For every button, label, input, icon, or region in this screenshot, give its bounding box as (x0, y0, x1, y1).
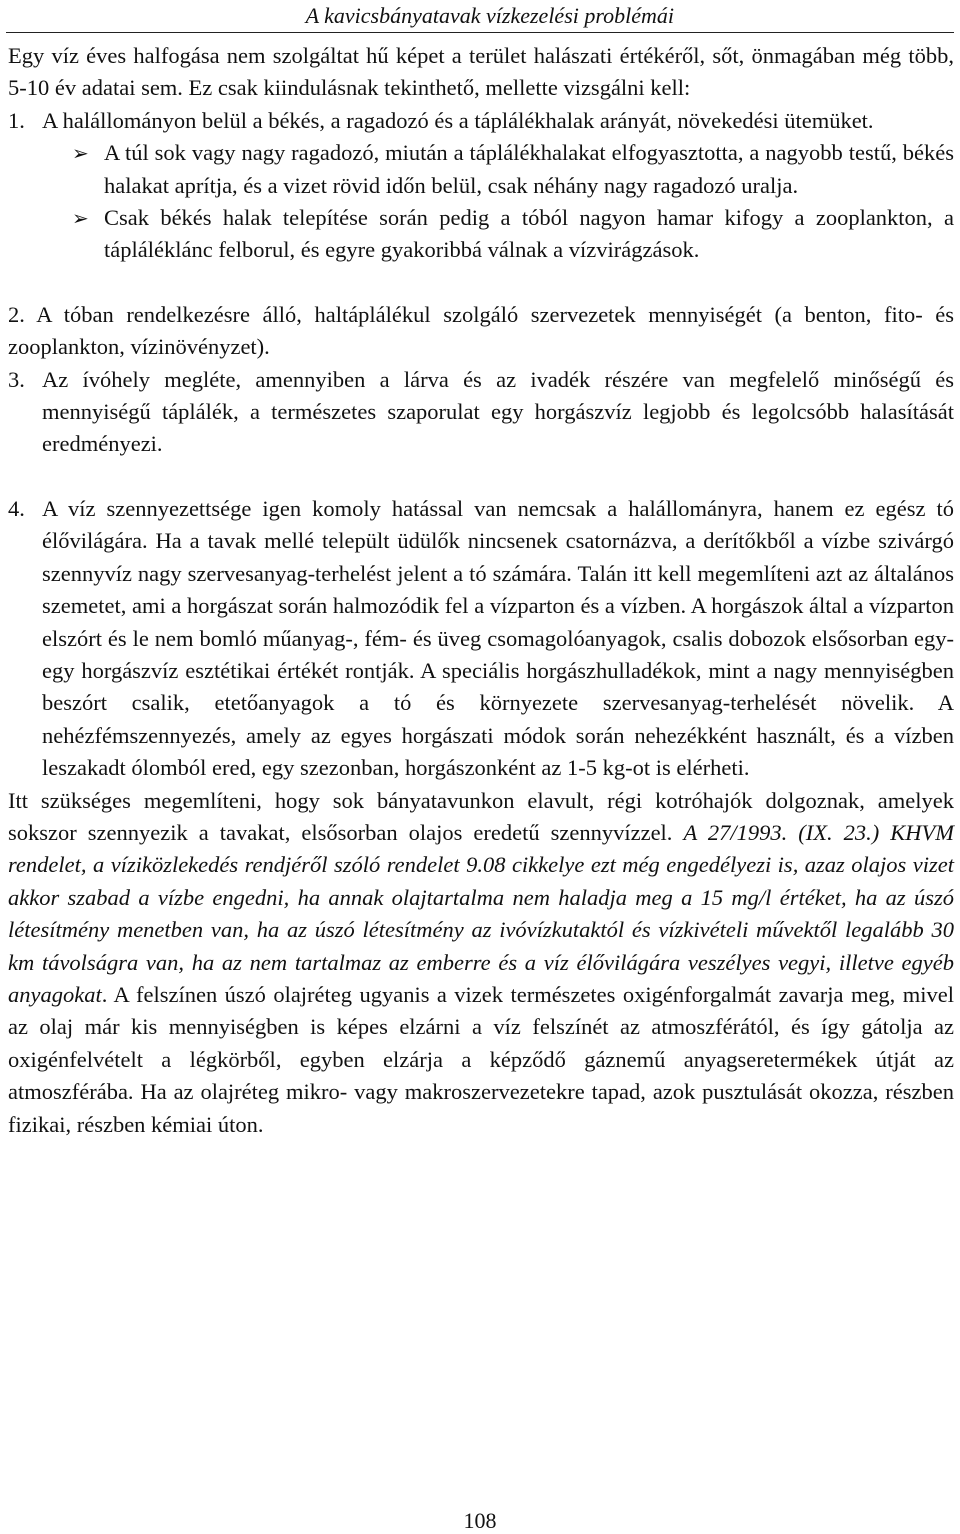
list-item-2 (8, 299, 954, 364)
page-number: 108 (463, 1508, 497, 1533)
bullet-item (72, 137, 954, 202)
running-header: A kavicsbányatavak vízkezelési problémái (305, 3, 674, 28)
list-number: 1. (8, 107, 25, 133)
list-item-3 (8, 364, 954, 461)
list-number: 3. (8, 366, 25, 392)
list-text: A víz szennyezettsége igen komoly hatással van nemcsak a halállományra, hanem ez egész tó élővilágára. Ha a tavak mellé települt üdülők nincsenek csatornázva, a derítőkből a vízbe szivárgó szennyvíz nagy szervesanyag-terhelést jelent a tó számára. Talán itt kell megemlíteni azt az általános szemetet, ami a horgászat során halmozódik fel a vízparton és a vízben. A horgászok által a vízparton elszórt és le nem bomló műanyag-, fém- és üveg csomagolóanyagok, csalis dobozok elsősorban egy-egy horgászvíz esztétikai értékét rontják. A speciális horgászhulladékok, mint a nagy mennyiségben beszórt csalik, etetőanyagok a tó és környezete szervesanyag-terhelését növelik. A nehézfémszennyezés, amely az egyes horgászati módok során nehezékként használt, és a vízben leszakadt ólomból ered, egy szezonban, horgászonként az 1-5 kg-ot is elérheti. (42, 495, 954, 781)
list-number: 4. (8, 495, 25, 521)
arrow-bullet-icon: ➢ (72, 141, 89, 166)
arrow-bullet-icon: ➢ (72, 206, 89, 231)
list-text: Az ívóhely megléte, amennyiben a lárva és az ivadék részére van megfelelő minőségű és mennyiségű táplálék, a természetes szaporulat egy horgászvíz legjobb és legolcsóbb halasítását eredményezi. (42, 366, 954, 457)
list-number: 2. (8, 301, 25, 327)
list-text: A tóban rendelkezésre álló, haltáplálékul szolgáló szervezetek mennyiségét (a benton, fito- és zooplankton, vízinövényzet). (8, 301, 955, 360)
bullet-text: A túl sok vagy nagy ragadozó, miután a táplálékhalakat elfogyasztotta, a nagyobb testű, békés halakat aprítja, és a vizet rövid időn belül, csak néhány nagy ragadozó uralja. (104, 140, 954, 198)
document-body (8, 40, 954, 1141)
bullet-item (72, 202, 954, 267)
paragraph-text: . A felszínen úszó olajréteg ugyanis a vizek természetes oxigénforgalmát zavarja meg, mivel az olaj már kis mennyiségben is képes elzárni a víz felszínét az atmoszférától, és így gátolja az oxigénfelvételt a légkörből, egyben elzárja a képződő gáznemű anyagseretermékek útját az atmoszférába. Ha az olajréteg mikro- vagy makroszervezetekre tapad, azok pusztulását okozza, részben fizikai, részben kémiai úton. (8, 981, 954, 1137)
paragraph-text: Itt szükséges megemlíteni, hogy sok bányatavunkon elavult, régi kotróhajók dolgoznak, amelyek sokszor szennyezik a tavakat, elsősorban olajos eredetű szennyvízzel. (8, 787, 954, 845)
intro-paragraph: Egy víz éves halfogása nem szolgáltat hű képet a terület halászati értékéről, sőt, önmagában még több, 5-10 év adatai sem. Ez csak kiindulásnak tekinthető, mellette vizsgálni kell: (8, 43, 954, 101)
list-item-1 (8, 105, 954, 137)
list-text: A halállományon belül a békés, a ragadozó és a táplálékhalak arányát, növekedési ütemüket. (42, 107, 874, 133)
bullet-text: Csak békés halak telepítése során pedig a tóból nagyon hamar kifogy a zooplankton, a tápláléklánc felborul, és egyre gyakoribbá válnak a vízvirágzások. (104, 205, 954, 263)
list-item-4 (8, 493, 954, 785)
header-rule (6, 32, 954, 33)
paragraph-dredgers (8, 785, 954, 1141)
regulation-quote: A 27/1993. (IX. 23.) KHVM rendelet, a víziközlekedés rendjéről szóló rendelet 9.08 cikkelye ezt még engedélyezi is, azaz olajos vizet akkor szabad a vízbe engedni, ha annak olajtartalma nem haladja meg a 15 mg/l értéket, ha az úszó létesítmény menetben van, ha az úszó létesítmény az ivóvízkutaktól és vízkivételi művektől legalább 30 km távolságra van, ha az nem tartalmaz az emberre és a víz élővilágára veszélyes vegyi, illetve egyéb anyagokat (8, 819, 954, 1007)
